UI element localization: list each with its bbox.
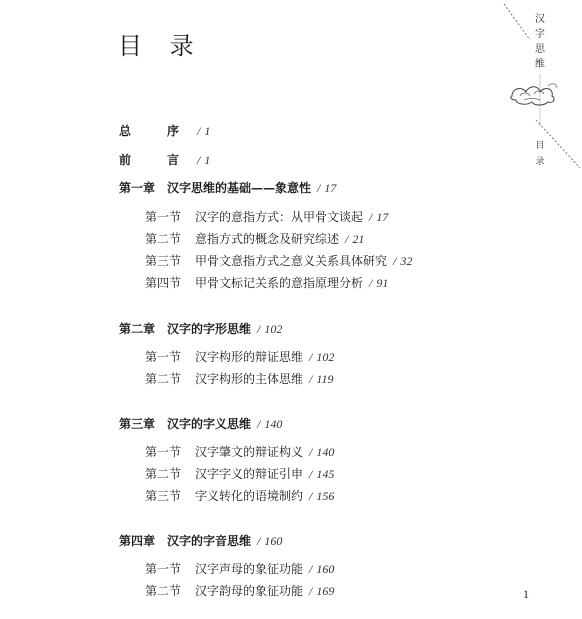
toc-separator: / bbox=[309, 372, 313, 386]
toc-entry-label: 第二节 bbox=[145, 232, 182, 246]
toc-chapter-entry[interactable] bbox=[119, 417, 282, 431]
toc-entry-page: 32 bbox=[400, 254, 413, 268]
toc-entry-label: 总 序 bbox=[119, 124, 192, 138]
toc-chapter-entry[interactable] bbox=[119, 181, 336, 195]
toc-separator: / bbox=[345, 232, 349, 246]
toc-entry-label: 第二节 bbox=[145, 584, 182, 598]
book-title-char: 维 bbox=[535, 59, 545, 70]
toc-separator: / bbox=[309, 489, 313, 503]
toc-separator: / bbox=[309, 467, 313, 481]
toc-entry-page: 1 bbox=[204, 124, 211, 138]
toc-entry-page: 140 bbox=[316, 445, 335, 459]
toc-entry-title: 汉字构形的主体思维 bbox=[195, 372, 304, 386]
toc-chapter-entry[interactable] bbox=[119, 534, 282, 548]
toc-entry-page: 160 bbox=[264, 534, 283, 548]
toc-separator: / bbox=[309, 445, 313, 459]
toc-entry-label: 第一节 bbox=[145, 562, 182, 576]
toc-entry-label: 第三章 bbox=[119, 417, 156, 431]
toc-entry-label: 第二章 bbox=[119, 322, 156, 336]
toc-section-entry[interactable] bbox=[145, 584, 334, 598]
toc-entry-label: 第二节 bbox=[145, 467, 182, 481]
toc-separator: / bbox=[369, 210, 373, 224]
toc-entry-title: 汉字肇文的辩证构义 bbox=[195, 445, 304, 459]
toc-entry-page: 21 bbox=[352, 232, 365, 246]
toc-section-entry[interactable] bbox=[145, 276, 388, 290]
toc-separator: / bbox=[369, 276, 373, 290]
toc-entry-title: 汉字声母的象征功能 bbox=[195, 562, 304, 576]
cloud-ornament-icon bbox=[508, 78, 560, 108]
toc-entry-page: 119 bbox=[316, 372, 334, 386]
toc-chapter-entry[interactable] bbox=[119, 124, 210, 138]
toc-entry-title: 甲骨文意指方式之意义关系具体研究 bbox=[195, 254, 388, 268]
toc-section-entry[interactable] bbox=[145, 254, 412, 268]
toc-separator: / bbox=[317, 181, 321, 195]
toc-section-entry[interactable] bbox=[145, 372, 333, 386]
toc-entry-page: 140 bbox=[264, 417, 283, 431]
section-title-char: 录 bbox=[535, 157, 545, 167]
toc-entry-title: 汉字韵母的象征功能 bbox=[195, 584, 304, 598]
page-number: 1 bbox=[523, 587, 529, 601]
toc-entry-label: 第一节 bbox=[145, 350, 182, 364]
toc-separator: / bbox=[393, 254, 397, 268]
running-section-title bbox=[533, 138, 547, 170]
toc-entry-label: 第三节 bbox=[145, 254, 182, 268]
toc-entry-label: 第一节 bbox=[145, 445, 182, 459]
toc-entry-title: 汉字的字义思维 bbox=[167, 417, 252, 431]
toc-separator: / bbox=[309, 350, 313, 364]
toc-entry-page: 91 bbox=[376, 276, 389, 290]
toc-entry-title: 意指方式的概念及研究综述 bbox=[195, 232, 340, 246]
toc-section-entry[interactable] bbox=[145, 210, 388, 224]
toc-separator: / bbox=[309, 584, 313, 598]
margin-decoration bbox=[500, 0, 582, 619]
toc-entry-page: 1 bbox=[204, 153, 211, 167]
toc-section-entry[interactable] bbox=[145, 467, 334, 481]
toc-entry-page: 102 bbox=[264, 322, 283, 336]
page-title: 目 录 bbox=[118, 32, 204, 60]
book-title-char: 汉 bbox=[535, 14, 545, 25]
toc-entry-label: 第四章 bbox=[119, 534, 156, 548]
toc-separator: / bbox=[257, 322, 261, 336]
toc-entry-page: 156 bbox=[316, 489, 335, 503]
toc-chapter-entry[interactable] bbox=[119, 322, 282, 336]
toc-separator: / bbox=[257, 534, 261, 548]
toc-entry-title: 汉字的字形思维 bbox=[167, 322, 252, 336]
toc-entry-page: 169 bbox=[316, 584, 335, 598]
toc-section-entry[interactable] bbox=[145, 562, 334, 576]
book-title-char: 字 bbox=[535, 29, 545, 40]
toc-entry-label: 前 言 bbox=[119, 153, 192, 167]
toc-section-entry[interactable] bbox=[145, 232, 364, 246]
toc-section-entry[interactable] bbox=[145, 350, 334, 364]
toc-entry-label: 第三节 bbox=[145, 489, 182, 503]
section-title-char: 目 bbox=[535, 141, 545, 151]
toc-entry-page: 145 bbox=[316, 467, 335, 481]
toc-entry-title: 字义转化的语境制约 bbox=[195, 489, 304, 503]
toc-separator: / bbox=[197, 124, 201, 138]
toc-entry-title: 汉字构形的辩证思维 bbox=[195, 350, 304, 364]
toc-entry-title: 汉字思维的基础——象意性 bbox=[167, 181, 312, 195]
toc-chapter-entry[interactable] bbox=[119, 153, 210, 167]
toc-section-entry[interactable] bbox=[145, 489, 334, 503]
toc-separator: / bbox=[257, 417, 261, 431]
toc-section-entry[interactable] bbox=[145, 445, 334, 459]
book-title-char: 思 bbox=[535, 44, 545, 55]
toc-separator: / bbox=[309, 562, 313, 576]
toc-entry-title: 汉字字义的辩证引申 bbox=[195, 467, 304, 481]
toc-separator: / bbox=[197, 153, 201, 167]
toc-entry-page: 102 bbox=[316, 350, 335, 364]
toc-entry-label: 第一章 bbox=[119, 181, 156, 195]
toc-entry-title: 汉字的字音思维 bbox=[167, 534, 252, 548]
toc-entry-title: 汉字的意指方式：从甲骨文谈起 bbox=[195, 210, 364, 224]
toc-entry-label: 第一节 bbox=[145, 210, 182, 224]
toc-entry-label: 第四节 bbox=[145, 276, 182, 290]
toc-entry-page: 160 bbox=[316, 562, 335, 576]
toc-entry-page: 17 bbox=[376, 210, 389, 224]
toc-entry-title: 甲骨文标记关系的意指原理分析 bbox=[195, 276, 364, 290]
running-book-title bbox=[533, 12, 547, 72]
toc-entry-label: 第二节 bbox=[145, 372, 182, 386]
toc-entry-page: 17 bbox=[324, 181, 337, 195]
